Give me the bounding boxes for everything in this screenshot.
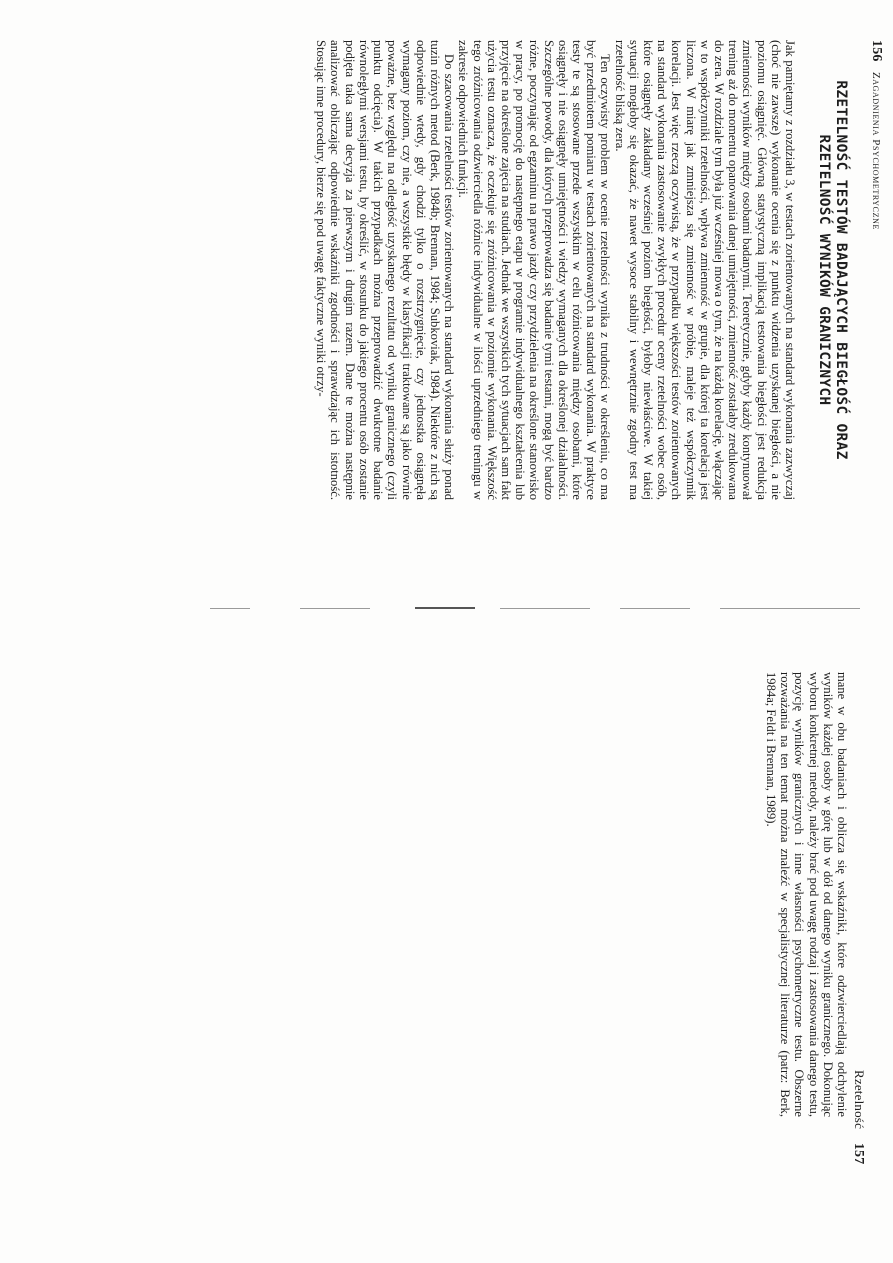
left-page-header — [868, 40, 885, 230]
paragraph: Jak pamiętamy z rozdziału 3, w testach zorientowanych na standard wykonania zazwyczaj (choć nie zawsze) wykonanie ocenia się z punktu widzenia uzyskanej biegłości, a nie poziomu osiągnięć. Główną statystyczną implikacją testowania biegłości jest redukcja zmienności wyników między osobami badanymi. Teoretycznie, gdyby każdy kontynuował trening aż do momentu opanowania danej umiejętności, zmienność zostałaby zredukowana do zera. W rozdziale tym była już wcześniej mowa o tym, że na każdą korelację, włączając w to współczynniki rzetelności, wpływa zmienność w grupie, dla której ta korelacja jest liczona. W miarę jak zmniejsza się zmienność w próbie, maleje też współczynnik korelacji. Jest więc rzeczą oczywistą, że w przypadku większości testów zorientowanych na standard wykonania zastosowanie zwykłych procedur oceny rzetelności wobec osób, które osiągnęły zakładany wcześniej poziom biegłości, byłoby niewłaściwe. W takiej sytuacji mogłoby się okazać, że nawet wysoce stabilny i wewnętrznie zgodny test ma rzetelność bliską zera. — [612, 40, 797, 500]
paragraph: mane w obu badaniach i oblicza się wskaźniki, które odzwierciedlają odchylenie wyników każdej osoby w górę lub w dół od danego wyniku granicznego. Dokonując wyboru konkretnej metody, należy brać pod uwagę rodzaj i zastosowania danego testu, pozycję wyników granicznych i inne własności psychometryczne testu. Obszerne rozważania na ten temat można znaleźć w specjalistycznej literaturze (patrz: Berk, 1984a; Feldt i Brennan, 1989). — [763, 672, 849, 1117]
left-running-title: Zagadnienia Psychometryczne — [870, 71, 882, 230]
right-page-header — [850, 1070, 867, 1164]
right-page-column — [0, 672, 849, 1117]
left-page-number: 156 — [869, 40, 884, 62]
paragraph: Ten oczywisty problem w ocenie rzetelności wynika z trudności w określeniu, co ma być przedmiotem pomiaru w testach zorientowanych na standard wykonania. W praktyce testy te są stosowane przede wszystkim w celu różnicowania między osobami, które osiągnęły i nie osiągnęły umiejętności i wiedzy wymaganych dla określonej działalności. Szczególne powody, dla których przeprowadza się badanie tymi testami, mogą być bardzo różne, poczynając od egzaminu na prawo jazdy czy przydzielenia na określone stanowisko w pracy, po promocję do następnego etapu w programie indywidualnego kształcenia lub przyjęcie na określone zajęcia na studiach. Jednak we wszystkich tych sytuacjach sam fakt użycia testu oznacza, że oczekuje się zróżnicowania w poziomie wykonania. Większość tego zróżnicowania odzwierciedla różnice indywidualne w ilości uprzedniego treningu w zakresie odpowiednich funkcji. — [456, 40, 613, 500]
right-running-title: Rzetelność — [852, 1070, 867, 1130]
paragraph: Do szacowania rzetelności testów zorientowanych na standard wykonania służy ponad tuzin różnych metod (Berk, 1984b; Brennan, 1984; Subkoviak, 1984). Niektóre z nich są odpowiednie wtedy, gdy chodzi tylko o rozstrzygnięcie, czy jednostka osiągnęła wymagany poziom, czy nie, a wszystkie błędy w klasyfikacji traktowane są jako równie poważne, bez względu na odległość uzyskanego rezultatu od wyniku granicznego (czyli punktu odcięcia). W takich przypadkach można przeprowadzić dwukrotne badanie równoległymi wersjami testu, by określić, w stosunku do jakiego procentu osób zostanie podjęta taka sama decyzja za pierwszym i drugim razem. Dane te można następnie analizować obliczając odpowiednie wskaźniki zgodności i sprawdzając ich istotność. Stosując inne procedury, bierze się pod uwagę faktyczne wyniki otrzy- — [314, 40, 457, 500]
left-page-column — [0, 40, 863, 500]
section-title: RZETELNOŚĆ TESTÓW BADAJĄCYCH BIEGŁOŚĆ ORAZ RZETELNOŚĆ WYNIKÓW GRANICZNYCH — [816, 80, 849, 460]
right-page-number: 157 — [851, 1142, 866, 1165]
